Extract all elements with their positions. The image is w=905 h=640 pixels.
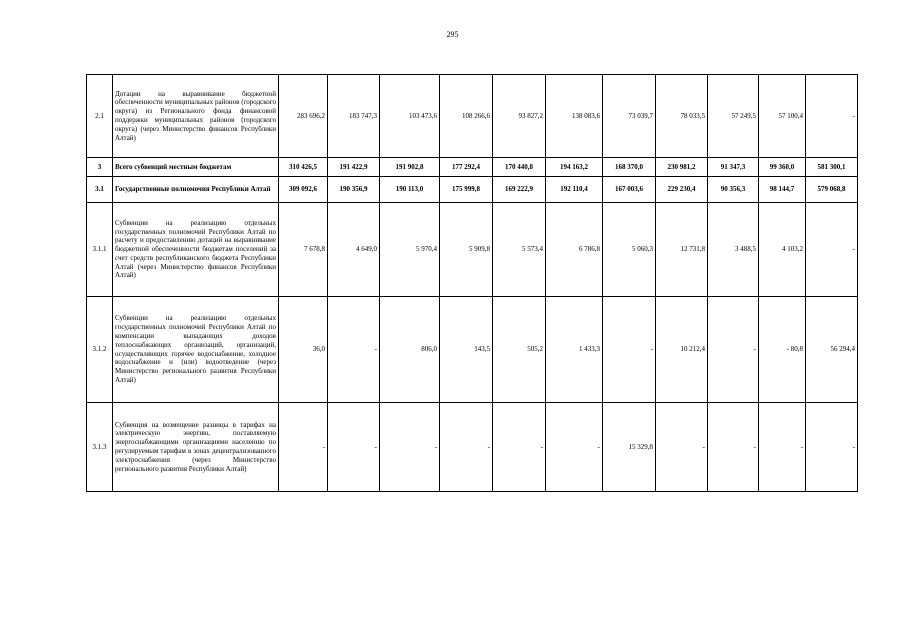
value-cell: 194 163,2 — [546, 158, 603, 177]
value-cell: - — [328, 403, 380, 492]
value-cell: 93 827,2 — [493, 75, 546, 158]
table-row — [87, 203, 858, 297]
value-cell: - — [806, 403, 858, 492]
value-cell: 5 909,8 — [440, 203, 493, 297]
row-description: Государственные полномочия Республики Алтай — [113, 177, 279, 203]
value-cell: - — [493, 403, 546, 492]
value-cell: 309 092,6 — [279, 177, 328, 203]
value-cell: 310 426,5 — [279, 158, 328, 177]
value-cell: 57 100,4 — [759, 75, 806, 158]
value-cell: 56 294,4 — [806, 297, 858, 403]
row-description: Субвенции на реализацию отдельных государственных полномочий Республики Алтай по компенсации выпадающих доходов теплоснабжающих организаций, организаций, осуществляющих горячее водоснабжение, холодное водоснабжение и (или) водоотведение (через Министерство регионального развития Республики Алтай) — [113, 297, 279, 403]
row-number: 3.1.3 — [87, 403, 113, 492]
value-cell: 10 212,4 — [656, 297, 708, 403]
value-cell: 190 113,0 — [380, 177, 440, 203]
value-cell: 191 422,9 — [328, 158, 380, 177]
value-cell: 103 473,6 — [380, 75, 440, 158]
value-cell: 90 356,3 — [708, 177, 759, 203]
value-cell: 1 433,3 — [546, 297, 603, 403]
row-number: 3.1.2 — [87, 297, 113, 403]
row-description: Всего субвенций местным бюджетам — [113, 158, 279, 177]
table-row — [87, 75, 858, 158]
value-cell: - 80,8 — [759, 297, 806, 403]
row-description: Дотации на выравнивание бюджетной обеспеченности муниципальных районов (городского округа) из Регионального фонда финансовой поддержки муниципальных районов (городского округа) (через Министерство финансов Республики Алтай) — [113, 75, 279, 158]
value-cell: 98 144,7 — [759, 177, 806, 203]
value-cell: - — [380, 403, 440, 492]
value-cell: - — [708, 403, 759, 492]
value-cell: 4 649,0 — [328, 203, 380, 297]
value-cell: 57 249,5 — [708, 75, 759, 158]
value-cell: 73 039,7 — [603, 75, 656, 158]
budget-table — [86, 74, 858, 492]
value-cell: 36,0 — [279, 297, 328, 403]
value-cell: - — [546, 403, 603, 492]
value-cell: 175 999,8 — [440, 177, 493, 203]
row-number: 3 — [87, 158, 113, 177]
value-cell: 91 347,3 — [708, 158, 759, 177]
value-cell: - — [656, 403, 708, 492]
value-cell: 505,2 — [493, 297, 546, 403]
value-cell: 579 068,8 — [806, 177, 858, 203]
value-cell: 229 230,4 — [656, 177, 708, 203]
value-cell: - — [806, 203, 858, 297]
value-cell: - — [759, 403, 806, 492]
value-cell: 192 110,4 — [546, 177, 603, 203]
table-row-total — [87, 158, 858, 177]
value-cell: 167 003,6 — [603, 177, 656, 203]
value-cell: 3 488,5 — [708, 203, 759, 297]
value-cell: 170 440,8 — [493, 158, 546, 177]
table-row-subtotal — [87, 177, 858, 203]
row-number: 3.1.1 — [87, 203, 113, 297]
value-cell: 183 747,3 — [328, 75, 380, 158]
page-number: 295 — [446, 30, 459, 39]
value-cell: 143,5 — [440, 297, 493, 403]
value-cell: 5 060,3 — [603, 203, 656, 297]
value-cell: 230 981,2 — [656, 158, 708, 177]
value-cell: 283 696,2 — [279, 75, 328, 158]
value-cell: - — [603, 297, 656, 403]
value-cell: 581 300,1 — [806, 158, 858, 177]
value-cell: 6 786,8 — [546, 203, 603, 297]
value-cell: 168 370,0 — [603, 158, 656, 177]
value-cell: - — [440, 403, 493, 492]
row-description: Субвенция на возмещение разницы в тарифах на электрическую энергию, поставляемую энергоснабжающими организациями населению по регулируемым тарифам в зонах децентрализованного электроснабжения (через Министерство регионального развития Республики Алтай) — [113, 403, 279, 492]
value-cell: 190 356,9 — [328, 177, 380, 203]
value-cell: - — [328, 297, 380, 403]
value-cell: - — [806, 75, 858, 158]
value-cell: - — [279, 403, 328, 492]
value-cell: 108 266,6 — [440, 75, 493, 158]
row-number: 2.1 — [87, 75, 113, 158]
value-cell: - — [708, 297, 759, 403]
table-row — [87, 297, 858, 403]
value-cell: 191 902,8 — [380, 158, 440, 177]
table-row — [87, 403, 858, 492]
value-cell: 806,0 — [380, 297, 440, 403]
row-description: Субвенции на реализацию отдельных государственных полномочий Республики Алтай по расчету и предоставлению дотаций на выравнивание бюджетной обеспеченности бюджетам поселений за счет средств республиканского бюджета Республики Алтай (через Министерство финансов Республики Алтай) — [113, 203, 279, 297]
row-number: 3.1 — [87, 177, 113, 203]
value-cell: 78 033,5 — [656, 75, 708, 158]
value-cell: 138 083,6 — [546, 75, 603, 158]
value-cell: 5 573,4 — [493, 203, 546, 297]
value-cell: 177 292,4 — [440, 158, 493, 177]
value-cell: 99 360,0 — [759, 158, 806, 177]
value-cell: 5 970,4 — [380, 203, 440, 297]
value-cell: 7 678,8 — [279, 203, 328, 297]
value-cell: 4 103,2 — [759, 203, 806, 297]
value-cell: 169 222,9 — [493, 177, 546, 203]
value-cell: 12 731,8 — [656, 203, 708, 297]
value-cell: 15 329,8 — [603, 403, 656, 492]
